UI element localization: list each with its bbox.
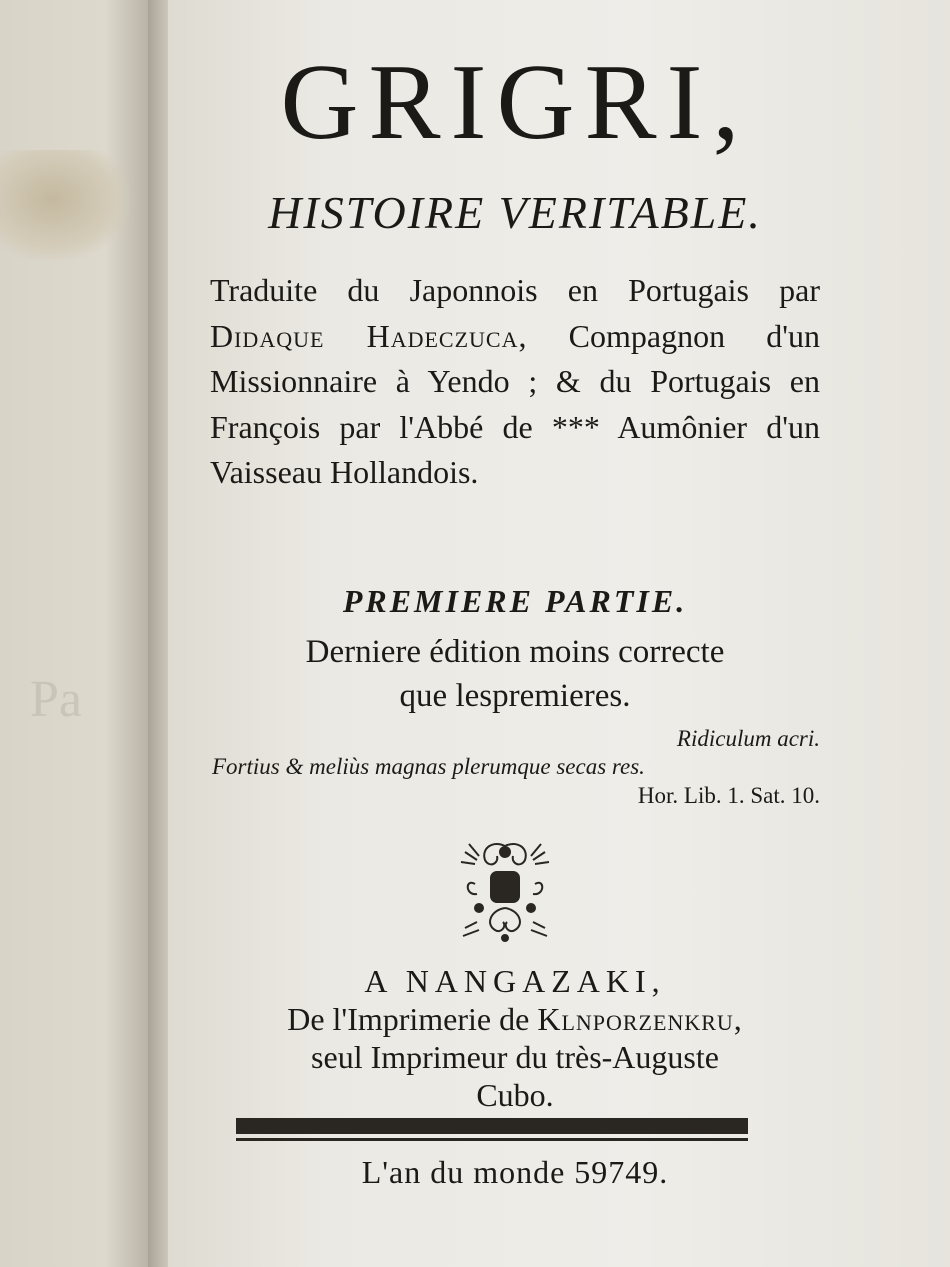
publication-date: L'an du monde 59749. — [361, 1154, 669, 1190]
facing-page — [0, 0, 150, 1267]
part-heading: PREMIERE PARTIE. — [342, 583, 688, 619]
imprint-printer-line — [210, 1000, 820, 1038]
translation-pre: Traduite du Japonnois en Portugais par — [210, 272, 820, 308]
book-subtitle: HISTOIRE VERITABLE. — [268, 187, 762, 238]
translation-statement — [210, 268, 820, 496]
translator-name: Didaque Hadeczuca, — [210, 317, 528, 354]
epigraph-line-1: Ridiculum acri. — [676, 726, 820, 751]
book-title: GRIGRI, — [280, 43, 750, 162]
imprint — [210, 962, 820, 1114]
imprint-city: A NANGAZAKI, — [364, 963, 666, 999]
epigraph-line-2: Fortius & meliùs magnas plerumque secas res. — [212, 754, 645, 779]
double-rule-thick — [236, 1118, 748, 1134]
double-rule-thin — [236, 1138, 748, 1141]
imprint-line-3: seul Imprimeur du très-Auguste — [311, 1039, 719, 1075]
edition-statement — [210, 630, 820, 718]
show-through-mark: Pa — [30, 671, 82, 728]
book-gutter — [148, 0, 170, 1267]
water-stain — [0, 150, 130, 260]
imprint-printer-pre: De l'Imprimerie de — [287, 1001, 530, 1037]
imprint-printer-name: Klnporzenkru, — [537, 1001, 743, 1037]
edition-line-2: que lespremieres. — [399, 678, 631, 714]
translation-post: Compagnon d'un Missionnaire à Yendo ; & du Portugais en François par l'Abbé de *** Aumônier d'un Vaisseau Hollandois. — [210, 317, 821, 490]
printers-ornament-icon — [455, 838, 555, 943]
epigraph-source: Hor. Lib. 1. Sat. 10. — [637, 783, 820, 808]
imprint-line-4: Cubo. — [476, 1077, 554, 1113]
edition-line-1: Derniere édition moins correcte — [305, 634, 725, 670]
